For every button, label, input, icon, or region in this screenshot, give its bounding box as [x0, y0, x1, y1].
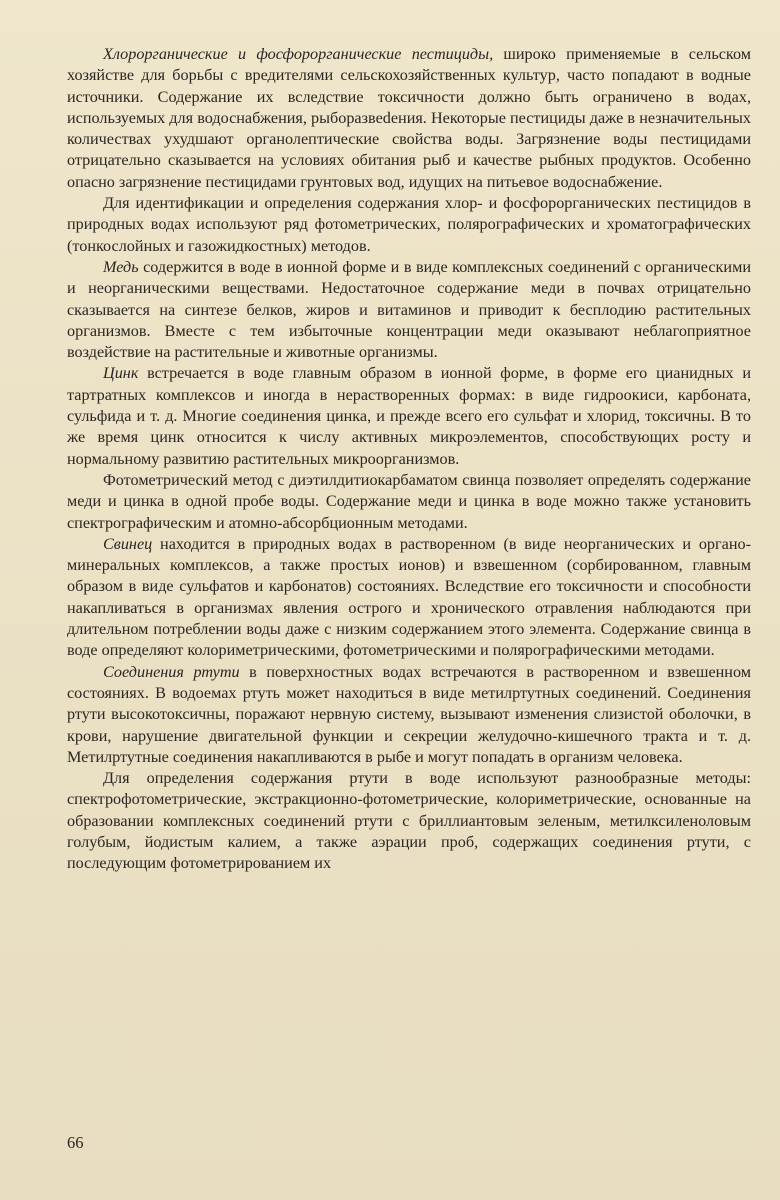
paragraph-text: Фотометрический метод с диэтилдитиокарбаматом свинца позволяет определять содержание меди и цинка в одной пробе воды. Содержание меди и цинка в воде можно также установить спектрографическим и атомно-абсорбционным методами.	[67, 470, 751, 532]
paragraph-lead	[67, 534, 751, 662]
paragraph-copper-zinc-methods	[67, 470, 751, 534]
term-zinc: Цинк	[103, 364, 139, 383]
paragraph-text: содержится в воде в ионной форме и в виде комплексных соединений с органическими и неорганическими веществами. Недостаточное содержание меди в почвах отрицательно сказывается на синтезе белков, жиров и витаминов и приводит к бесплодию растительных организмов. Вместе с тем избыточные концентрации меди оказывают неблагоприятное воздействие на растительные и животные организмы.	[67, 257, 751, 362]
paragraph-text: Для определения содержания ртути в воде используют разнообразные методы: спектрофотометрические, экстракционно-фотометрические, колориметрические, основанные на образовании комплексных соединений ртути с бриллиантовым зеленым, метилксиленоловым голубым, йодистым калием, а также аэрации проб, содержащих соединения ртути, с последующим фотометрированием их	[67, 769, 751, 873]
page-number: 66	[67, 1133, 84, 1152]
paragraph-zinc	[67, 363, 751, 469]
paragraph-text: Для идентификации и определения содержания хлор- и фосфорорганических пестицидов в природных водах используют ряд фотометрических, полярографических и хроматографических (тонкослойных и газожидкостных) методов.	[67, 194, 751, 255]
paragraph-mercury	[67, 662, 751, 768]
term-pesticides: Хлорорганические и фосфорорганические пестициды,	[103, 45, 494, 63]
paragraph-text: широко применяемые в сельском хозяйстве для борьбы с вредителями сельскохозяйственных культур, часто попадают в водные источники. Содержание их вследствие токсичности должно быть ограничено в водах, используемых для водоснабжения, рыборазвеdения. Некоторые пестициды даже в незначительных количествах ухудшают органолептические свойства воды. Загрязнение воды пестицидами отрицательно сказывается на условиях обитания рыб и качестве рыбных продуктов. Особенно опасно загрязнение пестицидами грунтовых вод, идущих на питьевое водоснабжение.	[67, 45, 751, 191]
paragraph-pesticide-methods	[67, 193, 751, 257]
paragraph-text: в поверхностных водах встречаются в растворенном и взвешенном состояниях. В водоемах ртуть может находиться в виде метилртутных соединений. Соединения ртути высокотоксичны, поражают нервную систему, вызывают изменения слизистой оболочки, в крови, нарушение двигательной функции и секреции желудочно-кишечного тракта и т. д. Метилртутные соединения накапливаются в рыбе и могут попадать в организм человека.	[67, 662, 751, 766]
paragraph-text: встречается в воде главным образом в ионной форме, в форме его цианидных и тартратных комплексов и иногда в нерастворенных формах: в виде гидроокиси, карбоната, сульфида и т. д. Многие соединения цинка, и прежде всего его сульфат и хлорид, токсичны. В то же время цинк относится к числу активных микроэлементов, способствующих росту и нормальному развитию растительных микроорганизмов.	[67, 364, 751, 468]
paragraph-copper	[67, 257, 751, 363]
term-copper: Медь	[103, 257, 139, 276]
paragraph-mercury-methods	[67, 768, 751, 874]
term-lead: Свинец	[103, 534, 153, 553]
paragraph-text: находится в природных водах в растворенном (в виде неорганических и органо-минеральных комплексов, а также простых ионов) и взвешенном (сорбированном, главным образом в виде сульфатов и карбонатов) состояниях. Вследствие его токсичности и способности накапливаться в организмах явления острого и хронического отравления наблюдаются при длительном потреблении воды даже с низким содержанием этого элемента. Содержание свинца в воде определяют колориметрическими, фотометрическими и полярографическими методами.	[67, 534, 751, 660]
term-mercury: Соединения ртути	[103, 662, 240, 681]
body-text	[67, 44, 751, 875]
paragraph-pesticides	[67, 44, 751, 193]
